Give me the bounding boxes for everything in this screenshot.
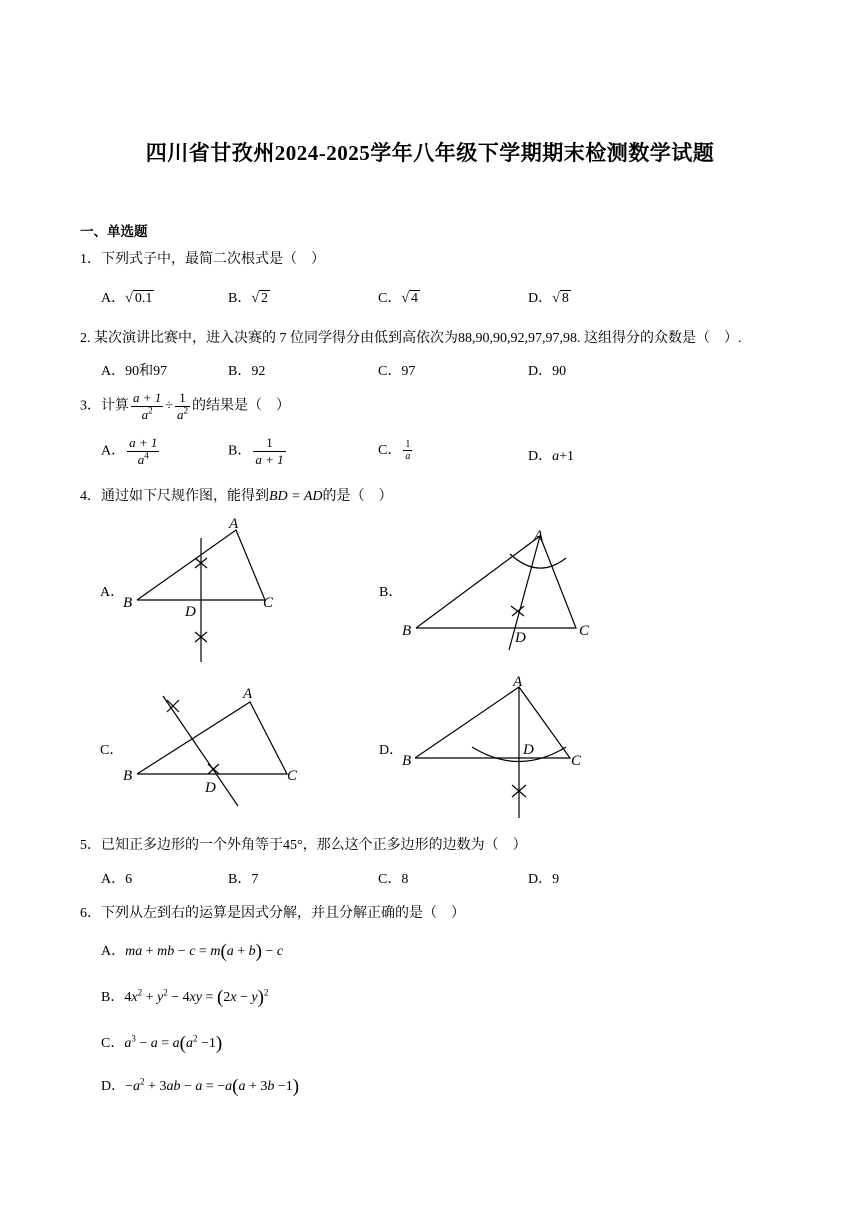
label-point-d: D [515, 630, 526, 646]
math-expression: BD = AD [269, 489, 323, 504]
option-label: B． [228, 291, 252, 306]
question-6-stem: 6．下列从左到右的运算是因式分解，并且分解正确的是（ ） [80, 906, 465, 921]
sqrt-expression: √ 2 [251, 291, 269, 306]
arc-around-a [510, 554, 566, 568]
math-expression: $a^3 - a = a(a^2 -1)$ [124, 1033, 223, 1054]
triangle-abc [137, 702, 287, 774]
label-point-a: A [534, 528, 544, 544]
section-heading: 一、单选题 [80, 224, 148, 239]
option-label: D． [528, 291, 553, 306]
option-label: B． [228, 443, 252, 459]
fraction-expression: $\frac{a + 1}{a^2}$ [133, 390, 162, 422]
q3-option-c[interactable] [378, 439, 414, 462]
question-1-stem: 1．下列式子中，最简二次根式是（ ） [80, 252, 325, 267]
fraction-expression: $\frac{1}{a^2}$ [176, 390, 188, 422]
option-label: B． [101, 990, 125, 1005]
q6-option-b[interactable] [101, 986, 268, 1009]
fraction-expression: $\frac{1}{a}$ [405, 439, 411, 463]
sqrt-expression: √ 8 [552, 291, 569, 306]
question-3-stem: 3．计算 $\frac{a + 1}{a^2}$ ÷ $\frac{1}{a^2}$ 的结果是（ ） [80, 390, 290, 422]
figure-c [115, 680, 315, 810]
label-point-c: C [571, 753, 582, 769]
question-4-stem: 4．通过如下尺规作图，能得到BD = AD的是（ ） [80, 489, 393, 504]
q1-option-a[interactable] [101, 287, 154, 307]
q2-option-c[interactable]: C．97 [378, 364, 416, 379]
label-point-d: D [205, 780, 216, 796]
question-5-stem: 5．已知正多边形的一个外角等于45°，那么这个正多边形的边数为（ ） [80, 838, 527, 853]
q1-option-d[interactable] [528, 287, 571, 307]
option-label: C． [101, 1036, 125, 1051]
q5-option-d[interactable]: D．9 [528, 872, 560, 887]
triangle-abc [415, 687, 570, 758]
option-label: A． [101, 443, 126, 459]
figure-a [115, 510, 285, 670]
arc-mark [511, 606, 524, 616]
q6-option-c[interactable] [101, 1032, 222, 1055]
label-point-b: B [123, 768, 133, 784]
math-expression: $4x^2 + y^2 - 4xy = (2x - y)^2$ [124, 987, 269, 1008]
q5-option-a[interactable]: A．6 [101, 872, 133, 887]
label-point-a: A [243, 686, 253, 702]
q4-option-a-label[interactable]: A． [100, 585, 125, 600]
q1-option-b[interactable] [228, 287, 270, 307]
q4-option-c-label[interactable]: C． [100, 743, 124, 758]
q3-option-b[interactable] [228, 435, 288, 468]
figure-b [398, 522, 598, 662]
math-expression: ma + mb − c = m(a + b) − c [125, 941, 284, 962]
math-expression: $-a^2 + 3ab - a = -a(a + 3b -1)$ [125, 1076, 300, 1097]
q2-option-d[interactable]: D．90 [528, 364, 567, 379]
q5-option-b[interactable]: B．7 [228, 872, 259, 887]
arc-mark-bottom [208, 764, 219, 774]
q3-option-a[interactable] [101, 435, 161, 468]
q6-option-a[interactable] [101, 940, 283, 963]
option-label: A． [101, 944, 126, 959]
label-point-c: C [287, 768, 298, 784]
q5-option-c[interactable]: C．8 [378, 872, 409, 887]
label-point-d: D [523, 742, 534, 758]
triangle-abc [416, 536, 576, 628]
sqrt-expression: √ 0.1 [125, 291, 153, 306]
question-2-stem: 2. 某次演讲比赛中，进入决赛的 7 位同学得分由低到高依次为88,90,90,92,97,97,98. 这组得分的众数是（ ）. [80, 331, 742, 346]
label-point-c: C [263, 595, 274, 611]
label-point-b: B [402, 753, 412, 769]
score-data: 88,90,90,92,97,97,98 [458, 331, 577, 346]
fraction-expression: $\frac{1}{a + 1}$ [255, 435, 284, 467]
math-expression: a+1 [552, 449, 575, 464]
label-point-a: A [229, 516, 239, 532]
option-label: D． [101, 1079, 126, 1094]
constructed-line [163, 696, 238, 806]
label-point-b: B [123, 595, 133, 611]
q6-option-d[interactable] [101, 1075, 299, 1098]
q1-option-c[interactable] [378, 287, 420, 307]
option-label: A． [101, 291, 126, 306]
sqrt-expression: √ 4 [401, 291, 419, 306]
label-point-c: C [579, 623, 590, 639]
q4-option-d-label[interactable]: D． [379, 743, 404, 758]
option-label: C． [378, 291, 402, 306]
q3-option-d[interactable] [528, 445, 574, 465]
q2-option-a[interactable]: A．90和97 [101, 364, 168, 379]
angle-value: 45° [283, 838, 303, 853]
label-point-a: A [513, 674, 523, 690]
q2-option-b[interactable]: B．92 [228, 364, 266, 379]
fraction-expression: $\frac{a + 1}{a^4}$ [129, 435, 158, 467]
option-label: C． [378, 443, 402, 458]
label-point-d: D [185, 604, 196, 620]
label-point-b: B [402, 623, 412, 639]
page-title: 四川省甘孜州2024-2025学年八年级下学期期末检测数学试题 [145, 141, 715, 165]
figure-d [398, 668, 598, 823]
option-label: D． [528, 449, 553, 464]
q4-option-b-label[interactable]: B． [379, 585, 403, 600]
